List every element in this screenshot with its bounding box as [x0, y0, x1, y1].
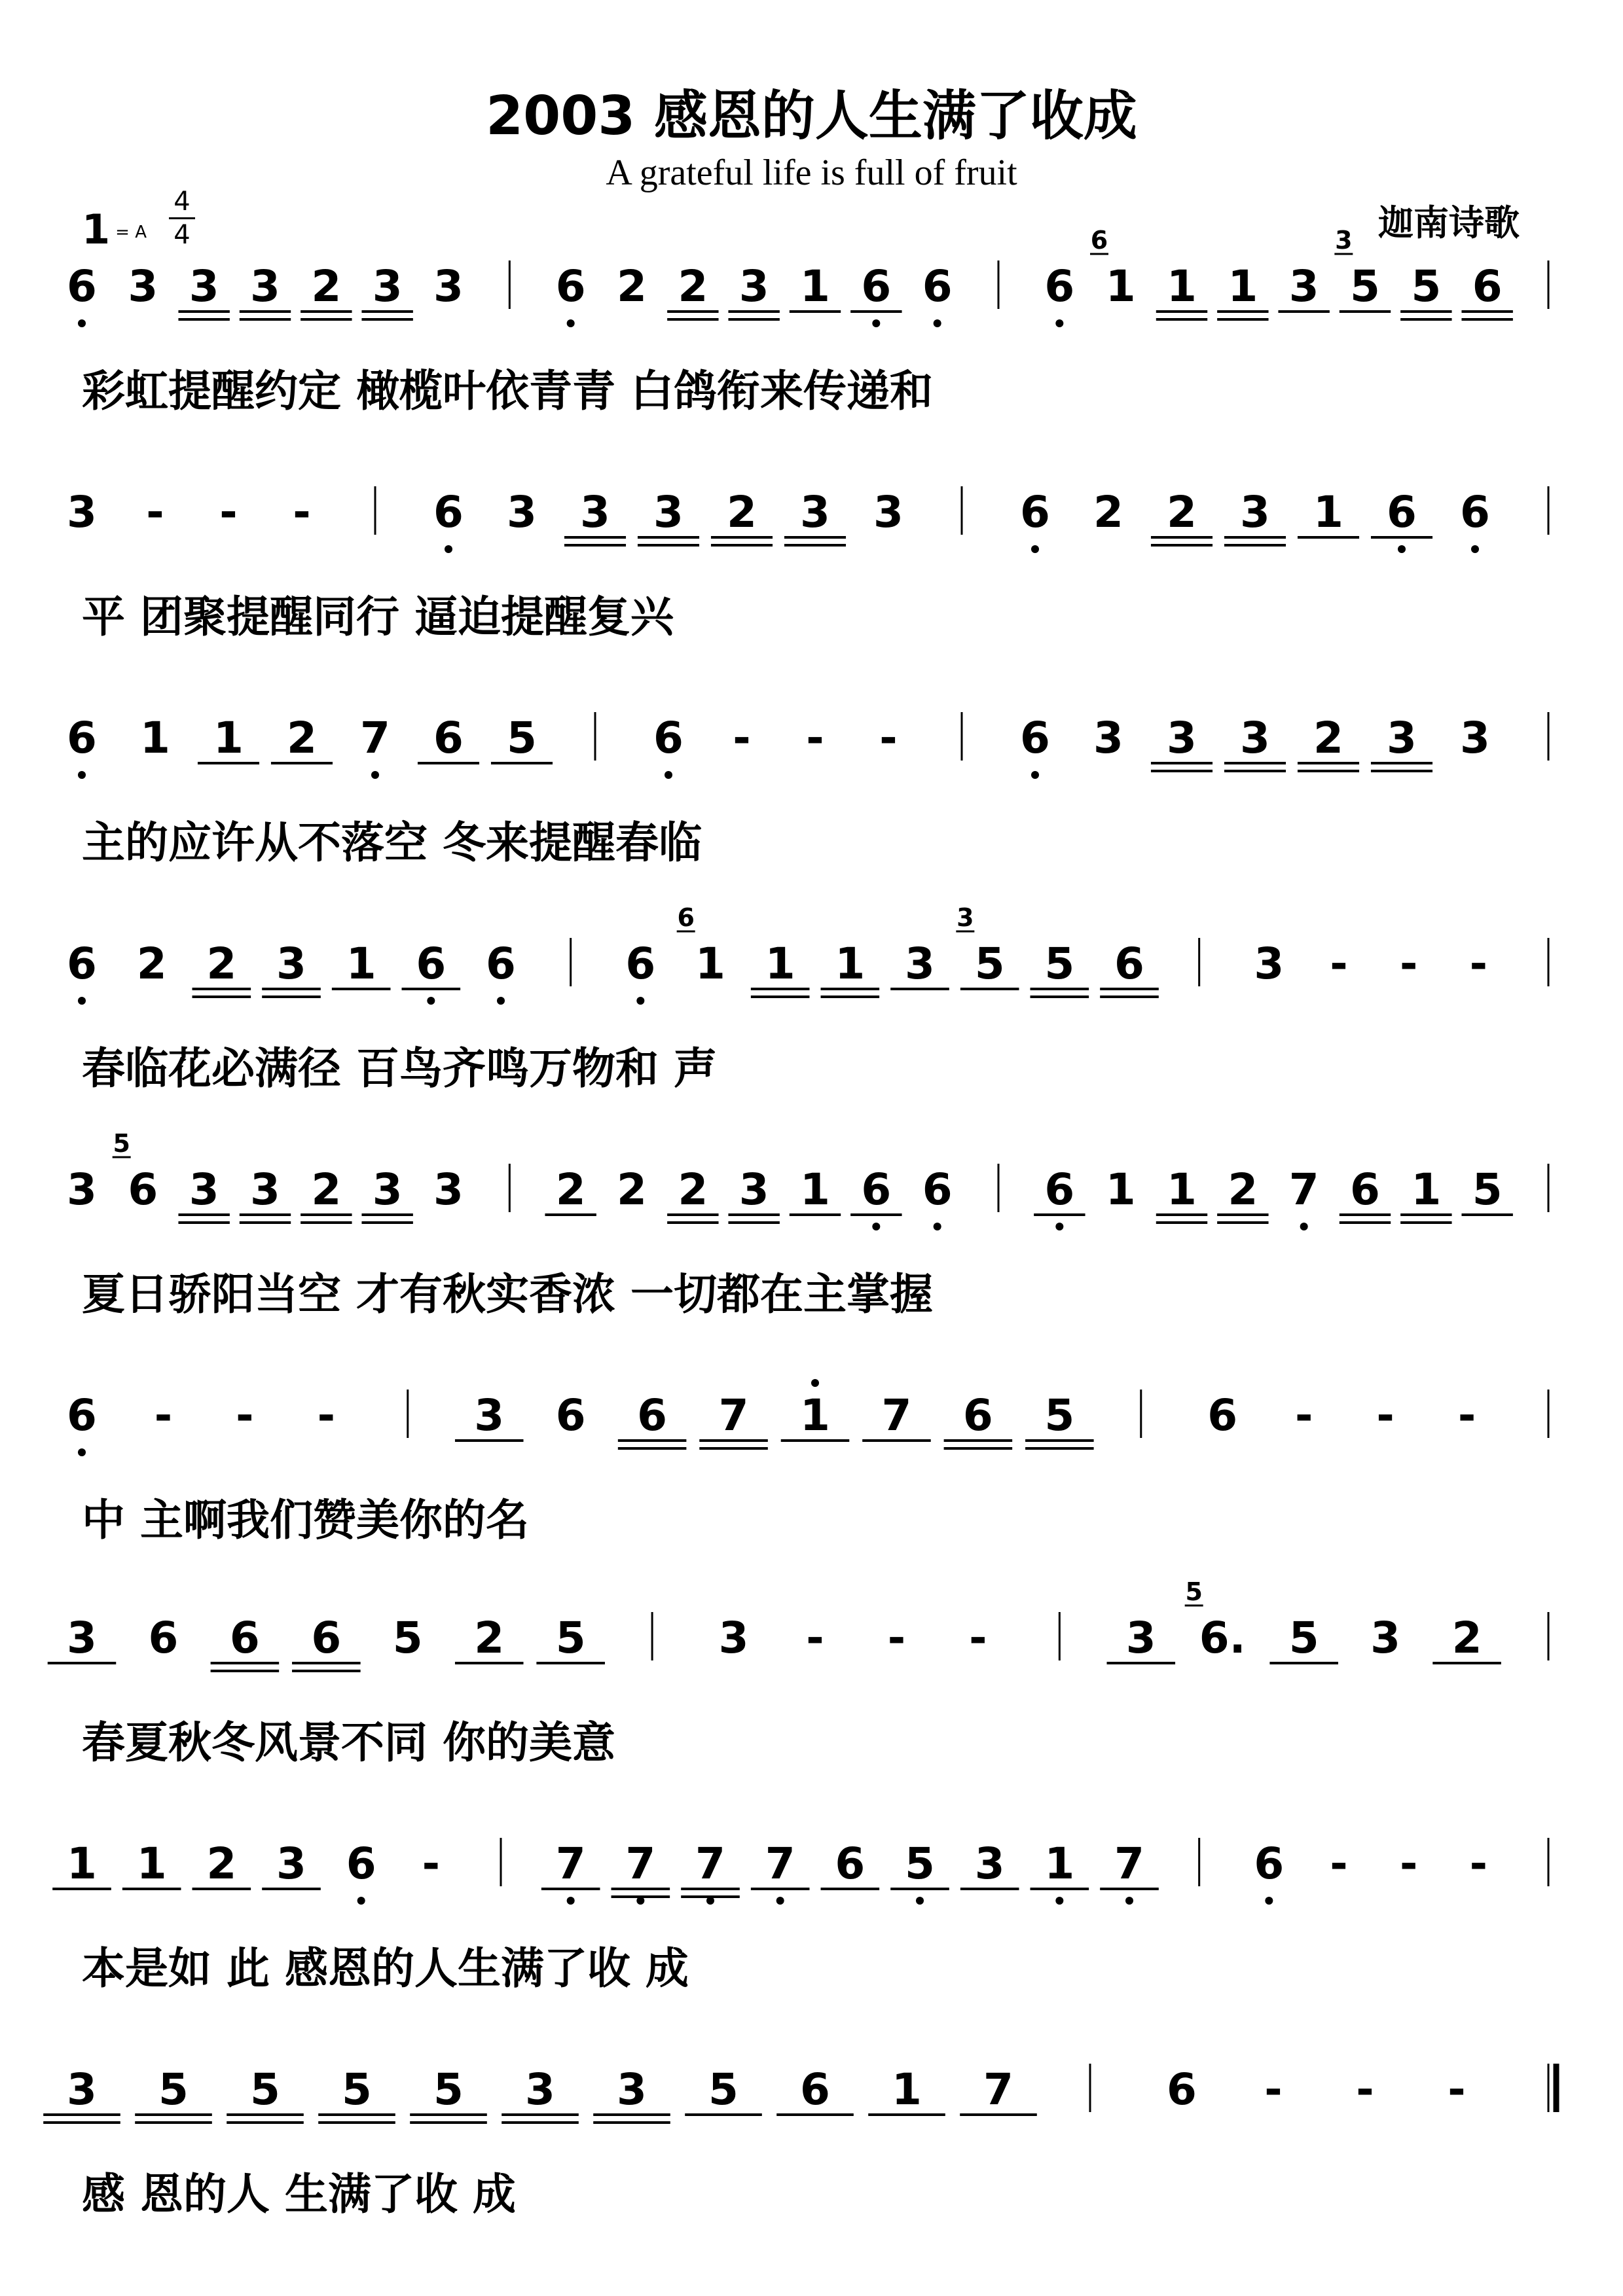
jianpu-note: 2	[287, 713, 317, 763]
jianpu-note: 7	[983, 2064, 1013, 2115]
dash-note: -	[1448, 2064, 1466, 2115]
octave-low-dot	[1398, 545, 1406, 553]
dash-note: -	[1330, 1839, 1348, 1889]
jianpu-note: 3	[1254, 939, 1285, 989]
jianpu-note: 1	[213, 713, 244, 763]
jianpu-note: 3	[250, 1164, 280, 1215]
jianpu-note: 3	[1460, 713, 1490, 763]
jianpu-note: 6.	[1199, 1613, 1246, 1663]
jianpu-note: 2	[617, 261, 647, 312]
jianpu-note: 1	[1044, 1839, 1075, 1889]
jianpu-note: 3	[189, 1164, 219, 1215]
dash-note: -	[879, 713, 898, 763]
jianpu-note: 6	[1472, 261, 1503, 312]
dash-note: -	[154, 1390, 173, 1441]
octave-low-dot	[1055, 319, 1063, 327]
jianpu-note: 7	[1288, 1164, 1319, 1215]
jianpu-note: 3	[617, 2064, 647, 2115]
jianpu-note: 3	[1387, 713, 1417, 763]
lyric-line: 本是如 此 感恩的人生满了收 成	[82, 1943, 689, 1994]
jianpu-note: 1	[1167, 1164, 1197, 1215]
jianpu-note: 2	[727, 487, 757, 537]
jianpu-note: 6	[1114, 939, 1144, 989]
octave-low-dot	[1300, 1223, 1308, 1230]
jianpu-note: 6	[625, 939, 656, 989]
dash-note: -	[219, 487, 238, 537]
jianpu-note: 3	[718, 1613, 749, 1663]
jianpu-note: 3	[276, 939, 306, 989]
lyric-line: 感 恩的人 生满了收 成	[82, 2169, 516, 2219]
jianpu-note: 6	[800, 2064, 830, 2115]
jianpu-note: 1	[67, 1839, 97, 1889]
dash-note: -	[1469, 1839, 1488, 1889]
jianpu-note: 5	[1044, 939, 1075, 989]
jianpu-note: 5	[708, 2064, 739, 2115]
octave-low-dot	[78, 319, 86, 327]
octave-low-dot	[445, 545, 452, 553]
jianpu-note: 1	[800, 1390, 830, 1441]
jianpu-note: 1	[892, 2064, 922, 2115]
octave-low-dot	[427, 997, 435, 1005]
jianpu-note: 2	[474, 1613, 505, 1663]
dash-note: -	[1469, 939, 1488, 989]
jianpu-note: 6	[835, 1839, 866, 1889]
grace-note: 3	[957, 903, 974, 932]
jianpu-note: 1	[1105, 1164, 1136, 1215]
jianpu-note: 5	[392, 1613, 423, 1663]
grace-note: 3	[1335, 226, 1353, 255]
jianpu-note: 3	[507, 487, 537, 537]
jianpu-note: 6	[1167, 2064, 1197, 2115]
octave-low-dot	[567, 319, 575, 327]
jianpu-note: 2	[1228, 1164, 1258, 1215]
jianpu-note: 7	[881, 1390, 912, 1441]
song-title: 2003 感恩的人生满了收成	[486, 85, 1137, 147]
jianpu-note: 6	[1020, 713, 1050, 763]
jianpu-note: 3	[1125, 1613, 1156, 1663]
jianpu-note: 3	[1240, 487, 1270, 537]
dash-note: -	[1356, 2064, 1374, 2115]
jianpu-note: 1	[835, 939, 866, 989]
lyric-line: 平 团聚提醒同行 逼迫提醒复兴	[82, 592, 674, 642]
octave-low-dot	[497, 997, 505, 1005]
dash-note: -	[806, 713, 824, 763]
jianpu-note: 6	[861, 1164, 892, 1215]
jianpu-note: 3	[800, 487, 830, 537]
octave-low-dot	[916, 1897, 924, 1905]
jianpu-note: 5	[905, 1839, 935, 1889]
jianpu-note: 6	[229, 1613, 260, 1663]
jianpu-note: 3	[739, 1164, 769, 1215]
jianpu-note: 6	[416, 939, 447, 989]
jianpu-note: 2	[678, 1164, 708, 1215]
meter-top: 4	[173, 187, 191, 217]
jianpu-note: 6	[148, 1613, 179, 1663]
jianpu-note: 5	[1288, 1613, 1319, 1663]
jianpu-note: 3	[276, 1839, 306, 1889]
jianpu-note: 6	[1387, 487, 1417, 537]
jianpu-note: 3	[474, 1390, 505, 1441]
jianpu-note: 3	[67, 1613, 97, 1663]
dash-note: -	[317, 1390, 336, 1441]
jianpu-note: 3	[873, 487, 903, 537]
jianpu-note: 6	[637, 1390, 668, 1441]
jianpu-note: 3	[250, 261, 280, 312]
grace-note: 6	[677, 903, 695, 932]
song-subtitle: A grateful life is full of fruit	[606, 152, 1017, 193]
jianpu-note: 1	[136, 1839, 167, 1889]
octave-low-dot	[1031, 771, 1039, 779]
dash-note: -	[1399, 939, 1418, 989]
jianpu-note: 1	[346, 939, 376, 989]
jianpu-note: 7	[718, 1390, 749, 1441]
jianpu-note: 1	[695, 939, 725, 989]
jianpu-note: 2	[1167, 487, 1197, 537]
jianpu-note: 3	[1288, 261, 1319, 312]
octave-low-dot	[78, 1448, 86, 1456]
jianpu-note: 3	[372, 261, 403, 312]
jianpu-note: 2	[311, 1164, 342, 1215]
jianpu-note: 5	[555, 1613, 586, 1663]
jianpu-note: 2	[206, 939, 237, 989]
jianpu-note: 1	[800, 1164, 830, 1215]
jianpu-note: 5	[974, 939, 1005, 989]
jianpu-note: 1	[1411, 1164, 1442, 1215]
dash-note: -	[1457, 1390, 1476, 1441]
jianpu-note: 6	[1254, 1839, 1285, 1889]
dash-note: -	[806, 1613, 824, 1663]
lyric-line: 主的应许从不落空 冬来提醒春临	[82, 817, 702, 868]
jianpu-note: 6	[653, 713, 684, 763]
jianpu-note: 3	[372, 1164, 403, 1215]
song-author: 迦南诗歌	[1378, 202, 1520, 243]
jianpu-note: 1	[1228, 261, 1258, 312]
jianpu-note: 3	[1167, 713, 1197, 763]
jianpu-note: 3	[1093, 713, 1123, 763]
jianpu-note: 6	[861, 261, 892, 312]
jianpu-note: 3	[433, 261, 464, 312]
jianpu-note: 6	[1044, 1164, 1075, 1215]
dash-note: -	[236, 1390, 254, 1441]
octave-low-dot	[78, 997, 86, 1005]
jianpu-note: 6	[555, 261, 586, 312]
octave-low-dot	[665, 771, 672, 779]
jianpu-note: 1	[800, 261, 830, 312]
jianpu-note: 2	[1093, 487, 1123, 537]
octave-low-dot	[371, 771, 379, 779]
lyric-line: 春临花必满径 百鸟齐鸣万物和 声	[82, 1043, 717, 1094]
jianpu-note: 6	[922, 1164, 953, 1215]
dash-note: -	[1376, 1390, 1395, 1441]
dash-note: -	[1330, 939, 1348, 989]
jianpu-note: 3	[905, 939, 935, 989]
grace-note: 5	[113, 1129, 130, 1158]
octave-high-dot	[811, 1379, 819, 1387]
dash-note: -	[1294, 1390, 1313, 1441]
jianpu-note: 1	[1105, 261, 1136, 312]
jianpu-note: 2	[1451, 1613, 1482, 1663]
octave-low-dot	[78, 771, 86, 779]
jianpu-note: 3	[67, 1164, 97, 1215]
jianpu-note: 6	[555, 1390, 586, 1441]
jianpu-note: 2	[678, 261, 708, 312]
jianpu-note: 6	[433, 713, 464, 763]
jianpu-note: 2	[555, 1164, 586, 1215]
jianpu-note: 2	[136, 939, 167, 989]
lyric-line: 夏日骄阳当空 才有秋实香浓 一切都在主掌握	[82, 1269, 933, 1319]
jianpu-note: 3	[189, 261, 219, 312]
octave-low-dot	[1125, 1897, 1133, 1905]
dash-note: -	[422, 1839, 441, 1889]
jianpu-note: 6	[67, 713, 97, 763]
octave-low-dot	[357, 1897, 365, 1905]
jianpu-note: 3	[1370, 1613, 1401, 1663]
jianpu-note: 6	[1044, 261, 1075, 312]
dash-note: -	[969, 1613, 987, 1663]
jianpu-note: 3	[67, 487, 97, 537]
jianpu-note: 5	[507, 713, 537, 763]
octave-low-dot	[1471, 545, 1479, 553]
jianpu-note: 3	[580, 487, 610, 537]
dash-note: -	[887, 1613, 906, 1663]
jianpu-note: 3	[128, 261, 158, 312]
jianpu-note: 1	[1313, 487, 1343, 537]
jianpu-note: 6	[67, 261, 97, 312]
jianpu-note: 6	[67, 1390, 97, 1441]
jianpu-note: 5	[433, 2064, 464, 2115]
octave-low-dot	[636, 997, 644, 1005]
lyric-line: 春夏秋冬风景不同 你的美意	[82, 1717, 615, 1768]
octave-low-dot	[1055, 1897, 1063, 1905]
octave-low-dot	[776, 1897, 784, 1905]
jianpu-note: 6	[1207, 1390, 1238, 1441]
jianpu-note: 1	[140, 713, 170, 763]
jianpu-note: 3	[67, 2064, 97, 2115]
lyric-line: 中 主啊我们赞美你的名	[82, 1495, 529, 1545]
jianpu-note: 7	[695, 1839, 725, 1889]
octave-low-dot	[934, 319, 941, 327]
jianpu-note: 3	[739, 261, 769, 312]
jianpu-note: 6	[1460, 487, 1490, 537]
dash-note: -	[146, 487, 164, 537]
octave-low-dot	[1265, 1897, 1273, 1905]
octave-low-dot	[1055, 1223, 1063, 1230]
jianpu-note: 6	[311, 1613, 342, 1663]
jianpu-note: 7	[555, 1839, 586, 1889]
jianpu-note: 5	[1411, 261, 1442, 312]
jianpu-note: 1	[765, 939, 795, 989]
dash-note: -	[293, 487, 311, 537]
jianpu-note: 5	[1472, 1164, 1503, 1215]
key-number: 1	[82, 206, 111, 253]
grace-note: 5	[1185, 1577, 1203, 1606]
jianpu-note: 1	[1167, 261, 1197, 312]
octave-low-dot	[1031, 545, 1039, 553]
dash-note: -	[1264, 2064, 1283, 2115]
grace-note: 6	[1090, 226, 1108, 255]
jianpu-note: 3	[525, 2064, 555, 2115]
jianpu-note: 2	[206, 1839, 237, 1889]
meter-bottom: 4	[169, 217, 195, 251]
dash-note: -	[733, 713, 751, 763]
jianpu-note: 3	[653, 487, 684, 537]
jianpu-note: 5	[1350, 261, 1380, 312]
octave-low-dot	[872, 319, 880, 327]
jianpu-note: 3	[433, 1164, 464, 1215]
jianpu-note: 3	[974, 1839, 1005, 1889]
jianpu-note: 7	[765, 1839, 795, 1889]
jianpu-note: 5	[1044, 1390, 1075, 1441]
jianpu-note: 6	[1020, 487, 1050, 537]
jianpu-note: 3	[1240, 713, 1270, 763]
jianpu-note: 7	[360, 713, 390, 763]
jianpu-note: 6	[486, 939, 516, 989]
jianpu-note: 5	[250, 2064, 280, 2115]
jianpu-note: 2	[1313, 713, 1343, 763]
jianpu-note: 5	[158, 2064, 189, 2115]
jianpu-note: 6	[128, 1164, 158, 1215]
lyric-line: 彩虹提醒约定 橄榄叶依青青 白鸽衔来传递和	[82, 366, 933, 416]
octave-low-dot	[934, 1223, 941, 1230]
jianpu-note: 6	[67, 939, 97, 989]
jianpu-note: 7	[1114, 1839, 1144, 1889]
jianpu-note: 6	[962, 1390, 993, 1441]
jianpu-note: 6	[433, 487, 464, 537]
jianpu-note: 5	[342, 2064, 372, 2115]
jianpu-note: 2	[617, 1164, 647, 1215]
octave-low-dot	[872, 1223, 880, 1230]
jianpu-note: 6	[346, 1839, 376, 1889]
jianpu-note: 6	[922, 261, 953, 312]
jianpu-note: 6	[1350, 1164, 1380, 1215]
dash-note: -	[1399, 1839, 1418, 1889]
jianpu-note: 2	[311, 261, 342, 312]
key-letter: = A	[115, 222, 147, 242]
octave-low-dot	[567, 1897, 575, 1905]
jianpu-note: 7	[625, 1839, 656, 1889]
